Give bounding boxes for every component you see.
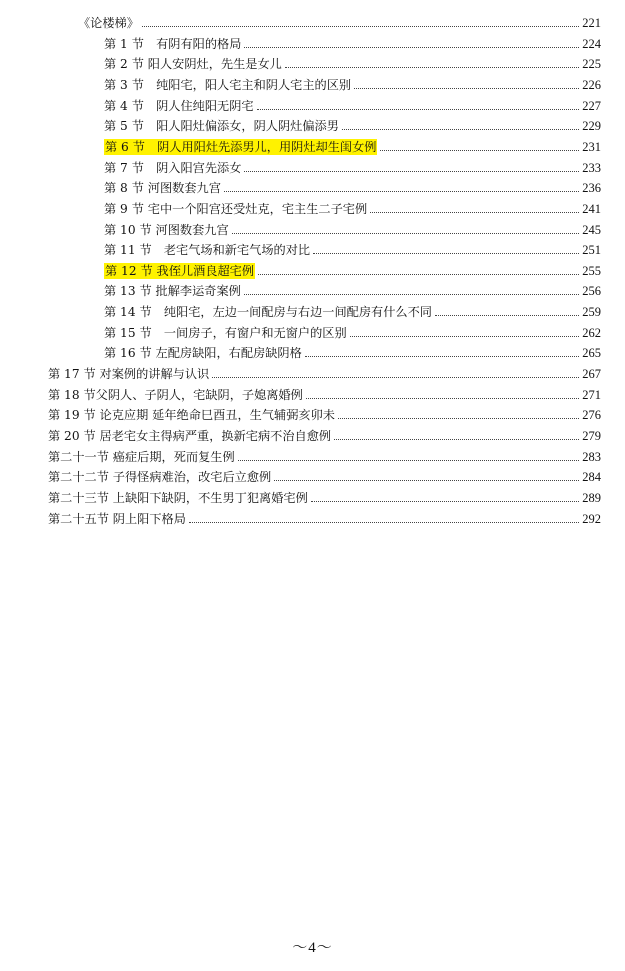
toc-entry[interactable]: [104, 180, 601, 196]
toc-entry-title: 第 20 节 居老宅女主得病严重，换新宅病不治自愈例: [48, 429, 332, 443]
toc-entry[interactable]: [104, 325, 601, 341]
toc-entry-title: 第 2 节 阳人安阴灶，先生是女儿: [104, 57, 282, 72]
toc-entry[interactable]: [104, 222, 601, 238]
toc-entry-title: 第 5 节 阳人阳灶偏添女，阴人阴灶偏添男: [104, 119, 339, 134]
toc-entry-title: 第 12 节 我侄儿酒良超宅例: [105, 263, 255, 278]
toc-entry-page: 236: [582, 181, 601, 196]
toc-entry[interactable]: [104, 345, 601, 361]
toc-entry[interactable]: [104, 56, 601, 72]
dot-leader: [274, 480, 579, 481]
toc-entry-page: 229: [582, 119, 601, 134]
dot-leader: [244, 294, 579, 295]
dot-leader: [354, 88, 579, 89]
dot-leader: [313, 253, 579, 254]
dot-leader: [238, 460, 580, 461]
toc-entry[interactable]: [104, 98, 601, 114]
toc-entry[interactable]: [48, 428, 601, 444]
toc-entry[interactable]: [48, 449, 601, 465]
toc-entry[interactable]: [48, 407, 601, 423]
dot-leader: [338, 418, 579, 419]
dot-leader: [244, 47, 579, 48]
toc-entry-title: 第 15 节 一间房子，有窗户和无窗户的区别: [104, 325, 347, 340]
toc-entry-title: 第 6 节 阴人用阳灶先添男儿，用阴灶却生闺女例: [105, 139, 377, 154]
toc-entry-page: 224: [582, 36, 601, 51]
toc-entry-page: 276: [582, 408, 601, 423]
dot-leader: [244, 171, 579, 172]
toc-entry[interactable]: [104, 263, 601, 279]
page-number: ～4～: [292, 940, 333, 956]
toc-entry-page: 221: [582, 16, 601, 30]
toc-entry-title: 第 7 节 阴入阳宫先添女: [104, 160, 242, 175]
dot-leader: [305, 356, 579, 357]
dot-leader: [306, 398, 579, 399]
toc-entry[interactable]: [104, 201, 601, 217]
toc-entry[interactable]: [104, 139, 601, 155]
dot-leader: [189, 522, 579, 523]
toc-entry-title: 第 11 节 老宅气场和新宅气场的对比: [104, 243, 311, 258]
toc-entry-title: 第二十五节 阴上阳下格局: [48, 511, 186, 526]
toc-entry-page: 279: [582, 429, 601, 443]
toc-entry-title: 第 13 节 批解李运奇案例: [104, 284, 241, 299]
dot-leader: [311, 501, 579, 502]
toc-entry[interactable]: [104, 283, 601, 299]
dot-leader: [212, 377, 579, 378]
toc-entry-title: 第 4 节 阴人住纯阳无阴宅: [104, 98, 254, 113]
dot-leader: [370, 212, 579, 213]
toc-entry[interactable]: [104, 242, 601, 258]
toc-entry-page: 227: [582, 98, 601, 113]
toc-entry-title: 第 19 节 论克应期 延年绝命巳酉丑，生气辅弼亥卯未: [48, 408, 335, 423]
toc-entry-title: 第 16 节 左配房缺阳，右配房缺阴格: [104, 346, 302, 361]
toc-entry[interactable]: [104, 77, 601, 93]
toc-entry-title: 第 1 节 有阴有阳的格局: [104, 36, 242, 51]
dot-leader: [142, 26, 579, 27]
toc-entry-page: 289: [582, 490, 601, 505]
toc-entry[interactable]: [78, 15, 601, 31]
toc-entry-page: 284: [582, 470, 601, 485]
dot-leader: [350, 336, 580, 337]
toc-entry-title: 第二十二节 子得怪病难治，改宅后立愈例: [48, 470, 272, 485]
toc-entry-page: 251: [582, 243, 601, 258]
toc-entry-title: 《论楼梯》: [78, 16, 139, 30]
toc-entry[interactable]: [48, 490, 601, 506]
toc-entry-page: 292: [582, 511, 601, 526]
toc-entry[interactable]: [104, 160, 601, 176]
dot-leader: [334, 439, 579, 440]
toc-entry-page: 259: [582, 305, 601, 320]
toc-entry-title: 第 9 节 宅中一个阳宫还受灶克，宅主生二子宅例: [104, 201, 368, 216]
toc-entry-page: 283: [582, 449, 601, 464]
toc-entry-page: 256: [582, 284, 601, 299]
toc-entry-title: 第 8 节 河图数套九宫: [104, 181, 221, 196]
toc-entry-page: 233: [582, 160, 601, 175]
dot-leader: [380, 150, 579, 151]
toc-entry-page: 241: [582, 201, 601, 216]
toc-entry-title: 第二十三节 上缺阳下缺阴，不生男丁犯离婚宅例: [48, 490, 308, 505]
dot-leader: [232, 233, 580, 234]
toc-entry[interactable]: [48, 387, 601, 403]
toc-entry[interactable]: [104, 118, 601, 134]
toc-entry-page: 245: [582, 222, 601, 237]
toc-entry-page: 262: [582, 325, 601, 340]
dot-leader: [435, 315, 579, 316]
toc-entry[interactable]: [48, 511, 601, 527]
toc-entry-title: 第 3 节 纯阳宅，阳人宅主和阴人宅主的区别: [104, 77, 352, 92]
dot-leader: [285, 67, 579, 68]
toc-entry[interactable]: [104, 36, 601, 52]
dot-leader: [342, 129, 579, 130]
toc-entry-title: 第 17 节 对案例的讲解与认识: [48, 367, 210, 382]
toc-entry-title: 第二十一节 癌症后期，死而复生例: [48, 449, 235, 464]
toc-entry-page: 267: [582, 367, 601, 382]
toc-entry-title: 第 18 节父阴人、子阴人，宅缺阴，子媳离婚例: [48, 387, 303, 402]
toc-entry-page: 231: [582, 139, 601, 154]
dot-leader: [258, 274, 579, 275]
dot-leader: [224, 191, 579, 192]
toc-entry-page: 226: [582, 77, 601, 92]
dot-leader: [257, 109, 580, 110]
toc-entry-page: 271: [582, 387, 601, 402]
toc-entry[interactable]: [48, 366, 601, 382]
toc-entry[interactable]: [104, 304, 601, 320]
toc-entry[interactable]: [48, 469, 601, 485]
toc-entry-page: 225: [582, 57, 601, 72]
toc-entry-title: 第 10 节 河图数套九宫: [104, 222, 229, 237]
toc-entry-page: 255: [582, 263, 601, 278]
toc-entry-title: 第 14 节 纯阳宅，左边一间配房与右边一间配房有什么不同: [104, 305, 432, 320]
toc-entry-page: 265: [582, 346, 601, 361]
